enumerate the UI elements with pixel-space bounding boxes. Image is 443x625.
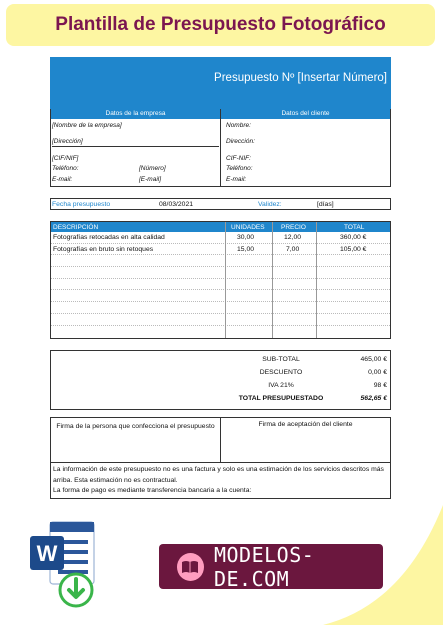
col-precio: PRECIO (281, 223, 306, 231)
col-descripcion: DESCRIPCIÓN (53, 223, 99, 231)
word-icon (28, 520, 98, 612)
presupuesto-number: Presupuesto Nº [Insertar Número] (214, 72, 387, 84)
notes-box (50, 463, 391, 499)
sheet-header (50, 57, 391, 109)
col-divider (225, 222, 226, 338)
client-name-label: Nombre: (226, 122, 251, 129)
subtotal-row (51, 356, 390, 368)
items-table (50, 221, 391, 339)
row-description: Fotografías retocadas en alta calidad (53, 234, 165, 241)
col-divider (316, 222, 317, 338)
signature-issuer: Firma de la persona que confecciona el presupuesto (51, 418, 221, 462)
validez-label: Validez: (258, 201, 282, 208)
notes-disclaimer: La información de este presupuesto no es una factura y solo es una estimación de los servicios descritos más arriba. Esta estimación no es contractual. (53, 466, 384, 484)
company-phone-value: [Número] (139, 165, 166, 172)
row-total: 360,00 € (340, 234, 367, 241)
dates-row (50, 198, 391, 210)
fecha-value: 08/03/2021 (159, 201, 194, 208)
table-row (51, 314, 390, 326)
client-cif-label: CIF-NIF: (226, 155, 251, 162)
page-title: Plantilla de Presupuesto Fotográfico (55, 14, 386, 35)
table-row (51, 244, 390, 256)
iva-row (51, 382, 390, 394)
company-email-value: [E-mail] (139, 176, 162, 183)
table-row (51, 326, 390, 338)
fecha-label: Fecha presupuesto (52, 201, 111, 208)
table-row (51, 279, 390, 291)
iva-value: 98 € (373, 382, 387, 389)
brand-text: MODELOS-DE.COM (213, 542, 315, 591)
descuento-label: DESCUENTO (259, 369, 303, 376)
signature-client: Firma de aceptación del cliente (258, 421, 353, 428)
title-banner (6, 4, 435, 46)
client-data (221, 109, 390, 186)
row-units: 15,00 (237, 245, 255, 253)
client-email-label: E-mail: (226, 176, 247, 183)
table-row (51, 290, 390, 302)
totals-box (50, 350, 391, 410)
signatures-box (50, 417, 391, 463)
corner-decoration (323, 505, 443, 625)
company-email-label: E-mail: (52, 176, 73, 183)
row-units: 30,00 (237, 234, 255, 241)
company-cif: [CIF/NIF] (52, 155, 79, 162)
iva-label: IVA 21% (268, 382, 294, 389)
descuento-value: 0,00 € (368, 369, 387, 376)
total-label: TOTAL PRESUPUESTADO (238, 395, 324, 402)
subtotal-value: 465,00 € (360, 356, 387, 363)
download-arrow-icon (60, 574, 92, 606)
table-row (51, 302, 390, 314)
col-total: TOTAL (344, 223, 365, 231)
svg-text:W: W (36, 541, 58, 566)
row-price: 7,00 (286, 245, 300, 253)
col-unidades: UNIDADES (231, 223, 265, 231)
client-heading: Datos del cliente (221, 109, 390, 119)
total-row (51, 395, 390, 407)
company-address: [Dirección] (52, 138, 83, 145)
descuento-row (51, 369, 390, 381)
address-underline (52, 146, 219, 147)
row-total: 105,00 € (340, 245, 367, 253)
total-value: 562,65 € (360, 395, 387, 402)
table-row (51, 267, 390, 279)
parties-section (50, 109, 391, 187)
book-icon (177, 553, 204, 581)
company-heading: Datos de la empresa (51, 109, 220, 119)
validez-value: [días] (317, 201, 334, 208)
table-row (51, 232, 390, 244)
company-data (51, 109, 221, 186)
company-phone-label: Teléfono: (52, 165, 79, 172)
budget-sheet (50, 57, 391, 494)
row-price: 12,00 (284, 234, 302, 241)
client-phone-label: Teléfono: (226, 165, 253, 172)
row-description: Fotografías en bruto sin retoques (53, 245, 154, 253)
company-name: [Nombre de la empresa] (52, 122, 122, 129)
notes-payment: La forma de pago es mediante transferencia bancaria a la cuenta: (53, 487, 252, 494)
col-divider (272, 222, 273, 338)
table-row (51, 255, 390, 267)
client-address-label: Dirección: (226, 138, 255, 145)
items-header (51, 222, 390, 232)
subtotal-label: SUB-TOTAL (262, 356, 300, 363)
